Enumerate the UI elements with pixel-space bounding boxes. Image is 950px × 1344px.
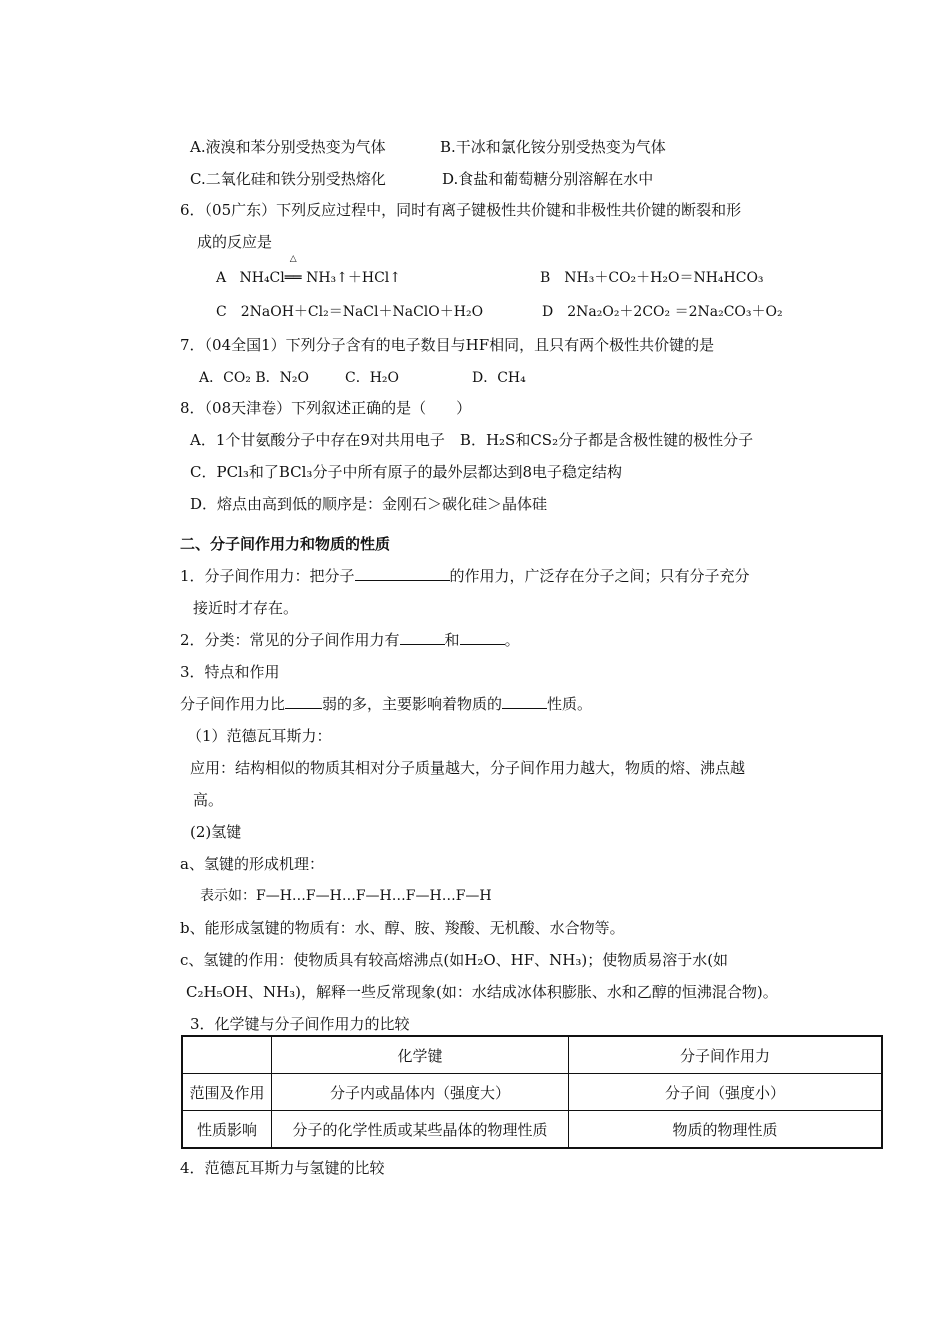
table-cell: 性质影响	[182, 1111, 272, 1149]
vdw-application-line1: 应用：结构相似的物质其相对分子质量越大，分子间作用力越大，物质的熔、沸点越	[190, 759, 746, 777]
q5-option-d: D.食盐和葡萄糖分别溶解在水中	[442, 170, 654, 188]
table-header-cell	[182, 1036, 272, 1074]
table-row	[182, 1111, 882, 1149]
classification-text-end: 。	[504, 631, 520, 649]
vdw-application-line2: 高。	[193, 791, 224, 809]
hbond-substances: b、能形成氢键的物质有：水、醇、胺、羧酸、无机酸、水合物等。	[180, 919, 625, 937]
classification-blank-1[interactable]	[400, 630, 445, 645]
hbond-mechanism: a、氢键的形成机理：	[180, 855, 324, 873]
hbond-effect-line2: C₂H₅OH、NH₃)，解释一些反常现象(如：水结成冰体积膨胀、水和乙醇的恒沸混合物)。	[186, 983, 778, 1001]
classification-text-start: 2．分类：常见的分子间作用力有	[180, 631, 400, 649]
table-header-row	[182, 1036, 882, 1074]
q5-option-b: B.干冰和氯化铵分别受热变为气体	[440, 138, 666, 156]
table-cell: 分子内或晶体内（强度大）	[272, 1074, 569, 1111]
table-cell: 范围及作用	[182, 1074, 272, 1111]
hbond-representation: 表示如：F—H…F—H…F—H…F—H…F—H	[200, 888, 492, 904]
heat-symbol: △	[289, 254, 297, 264]
table-cell: 分子的化学性质或某些晶体的物理性质	[272, 1111, 569, 1149]
q6-option-a-reactant: NH₄Cl	[239, 270, 285, 286]
table-header-cell: 化学键	[272, 1036, 569, 1074]
table-row	[182, 1074, 882, 1111]
table-cell: 分子间（强度小）	[569, 1074, 883, 1111]
q5-option-c: C.二氧化硅和铁分别受热熔化	[190, 170, 386, 188]
hbond-heading: (2)氢键	[190, 823, 242, 841]
features-blank-2[interactable]	[502, 694, 547, 709]
q8-option-d: D．熔点由高到低的顺序是：金刚石＞碳化硅＞晶体硅	[190, 495, 548, 513]
q6-option-b: B NH₃＋CO₂＋H₂O＝NH₄HCO₃	[540, 270, 764, 286]
q6-option-a-label: A	[216, 270, 227, 286]
q7-option-d: D．CH₄	[472, 370, 526, 386]
table-cell: 物质的物理性质	[569, 1111, 883, 1149]
q8-option-a-b: A．1个甘氨酸分子中存在9对共用电子 B．H₂S和CS₂分子都是含极性键的极性分子	[190, 431, 754, 449]
classification-blank-2[interactable]	[460, 630, 505, 645]
features-heading: 3．特点和作用	[180, 663, 280, 681]
comparison-heading: 3．化学键与分子间作用力的比较	[190, 1015, 410, 1033]
q7-option-ab: A．CO₂ B．N₂O	[199, 370, 309, 386]
q6-option-d: D 2Na₂O₂＋2CO₂ ＝2Na₂CO₃＋O₂	[542, 304, 783, 320]
q7-option-c: C．H₂O	[345, 370, 400, 386]
q6-option-a-product: NH₃↑＋HCl↑	[306, 270, 401, 286]
hbond-effect-line1: c、氢键的作用：使物质具有较高熔沸点(如H₂O、HF、NH₃)；使物质易溶于水(如	[180, 951, 729, 969]
definition-paragraph	[180, 566, 750, 586]
table-header-cell: 分子间作用力	[569, 1036, 883, 1074]
definition-continuation: 接近时才存在。	[193, 599, 299, 617]
vdw-vs-hbond-heading: 4．范德瓦耳斯力与氢键的比较	[180, 1159, 385, 1177]
q6-option-c: C 2NaOH＋Cl₂＝NaCl＋NaClO＋H₂O	[216, 304, 484, 320]
classification-paragraph	[180, 630, 520, 650]
comparison-table	[181, 1035, 883, 1149]
features-paragraph	[180, 694, 592, 714]
features-text-end: 性质。	[547, 695, 593, 713]
features-text-mid: 弱的多，主要影响着物质的	[322, 695, 503, 713]
features-blank-1[interactable]	[285, 694, 322, 709]
features-text-start: 分子间作用力比	[180, 695, 286, 713]
section-heading: 二、分子间作用力和物质的性质	[180, 535, 391, 553]
q8-option-c: C．PCl₃和了BCl₃分子中所有原子的最外层都达到8电子稳定结构	[190, 463, 622, 481]
q6-stem-line2: 成的反应是	[197, 233, 273, 251]
q6-option-a	[216, 254, 401, 288]
q5-option-a: A.液溴和苯分别受热变为气体	[190, 138, 386, 156]
definition-text-end: 的作用力，广泛存在分子之间；只有分子充分	[449, 567, 750, 585]
heating-equals-sign: △ ══	[284, 254, 302, 286]
vdw-heading: （1）范德瓦耳斯力：	[187, 727, 332, 745]
q6-stem-line1: 6．（05广东）下列反应过程中，同时有离子键极性共价键和非极性共价键的断裂和形	[180, 201, 742, 219]
classification-text-and: 和	[444, 631, 460, 649]
q7-stem: 7．（04全国1）下列分子含有的电子数目与HF相同，且只有两个极性共价键的是	[180, 336, 715, 354]
definition-blank[interactable]	[355, 566, 450, 581]
q8-stem: 8．（08天津卷）下列叙述正确的是（ ）	[180, 399, 472, 417]
definition-text-start: 1．分子间作用力：把分子	[180, 567, 355, 585]
